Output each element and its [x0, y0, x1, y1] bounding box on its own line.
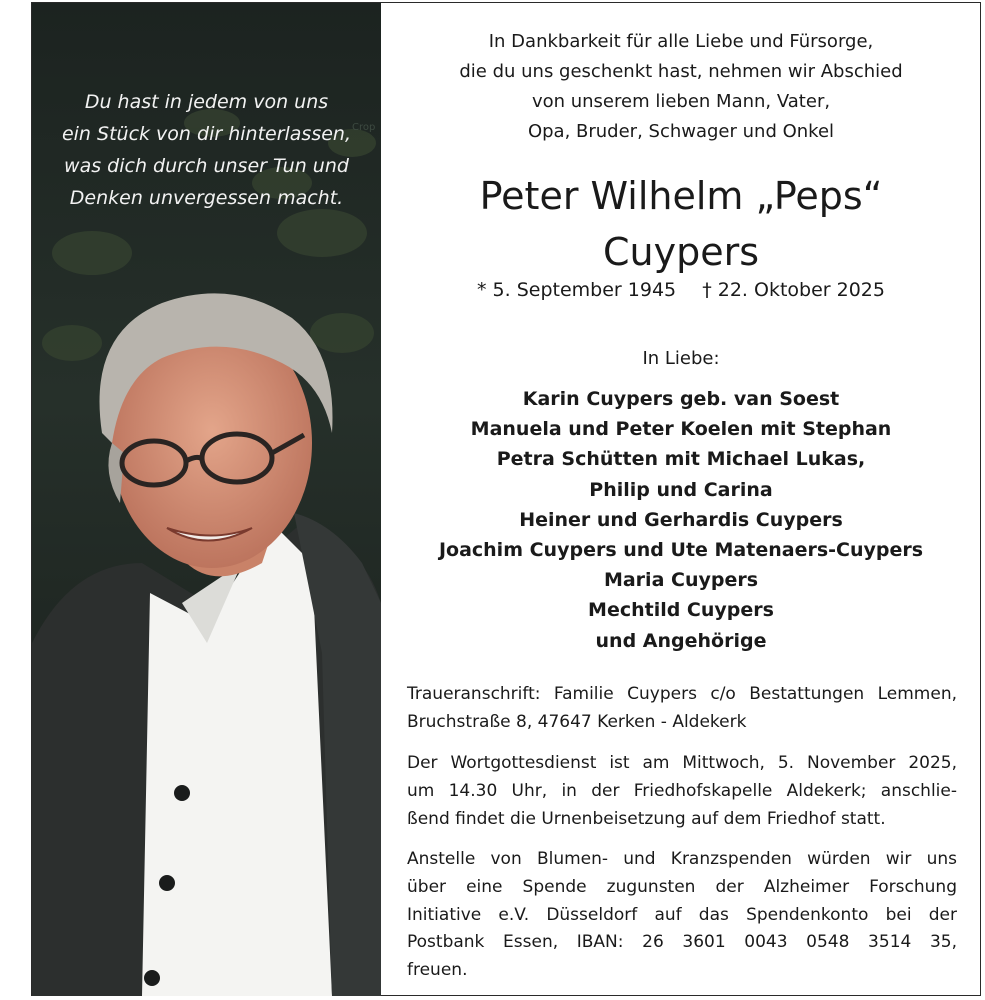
donation-line: freuen.: [407, 960, 468, 981]
deceased-name-line1: Peter Wilhelm „Peps“: [479, 174, 883, 218]
service-line: um 14.30 Uhr, in der Friedhofskapelle Aldekerk; anschlie-: [407, 780, 957, 801]
intro-line: von unserem lieben Mann, Vater,: [531, 91, 831, 112]
mourner-name: Philip und Carina: [589, 478, 773, 501]
donation-line: Postbank Essen, IBAN: 26 3601 0043 0548 3514 35,: [407, 932, 957, 953]
service-line: Der Wortgottesdienst ist am Mittwoch, 5. November 2025,: [407, 753, 957, 773]
donation-line: Initiative e.V. Düsseldorf auf das Spendenkonto bei der: [407, 904, 957, 925]
birth-date: * 5. September 1945: [477, 279, 677, 301]
donation-line: Anstelle von Blumen- und Kranzspenden würden wir uns: [407, 849, 957, 869]
mourners-list: [381, 384, 981, 656]
intro-line: In Dankbarkeit für alle Liebe und Fürsorge,: [488, 31, 874, 52]
mourning-address: [407, 681, 957, 737]
donation-info: [407, 846, 957, 985]
death-date: † 22. Oktober 2025: [702, 279, 885, 301]
mourner-name: Maria Cuypers: [603, 569, 759, 592]
address-line: Bruchstraße 8, 47647 Kerken - Aldekerk: [407, 711, 747, 732]
mourner-name: und Angehörige: [595, 629, 767, 652]
watermark-text: Crop: [352, 122, 376, 133]
donation-line: über eine Spende zugunsten der Alzheimer Forschung: [407, 876, 957, 897]
life-dates: [381, 275, 981, 305]
quote-line: Du hast in jedem von uns: [84, 91, 329, 113]
portrait-photo: [32, 3, 381, 996]
deceased-name: [381, 168, 981, 280]
mourners-heading: In Liebe:: [642, 348, 720, 369]
mourner-name: Heiner und Gerhardis Cuypers: [519, 508, 843, 531]
service-info: [407, 750, 957, 833]
deceased-name-line2: Cuypers: [602, 230, 760, 274]
notice-text-column: [381, 3, 981, 996]
intro-line: die du uns geschenkt hast, nehmen wir Abschied: [459, 61, 903, 82]
intro-text: [381, 27, 981, 147]
quote-line: was dich durch unser Tun und: [64, 155, 349, 177]
mourner-name: Joachim Cuypers und Ute Matenaers-Cuypers: [438, 539, 924, 562]
mourner-name: Petra Schütten mit Michael Lukas,: [496, 448, 866, 471]
intro-line: Opa, Bruder, Schwager und Onkel: [527, 121, 835, 142]
memorial-quote: [32, 86, 381, 214]
address-line: Traueranschrift: Familie Cuypers c/o Bestattungen Lemmen,: [407, 684, 957, 704]
mourner-name: Manuela und Peter Koelen mit Stephan: [470, 418, 892, 441]
mourner-name: Mechtild Cuypers: [588, 599, 774, 622]
quote-line: Denken unvergessen macht.: [69, 187, 344, 209]
service-line: ßend findet die Urnenbeisetzung auf dem Friedhof statt.: [407, 808, 886, 829]
quote-line: ein Stück von dir hinterlassen,: [61, 123, 352, 145]
mourner-name: Karin Cuypers geb. van Soest: [522, 388, 840, 410]
